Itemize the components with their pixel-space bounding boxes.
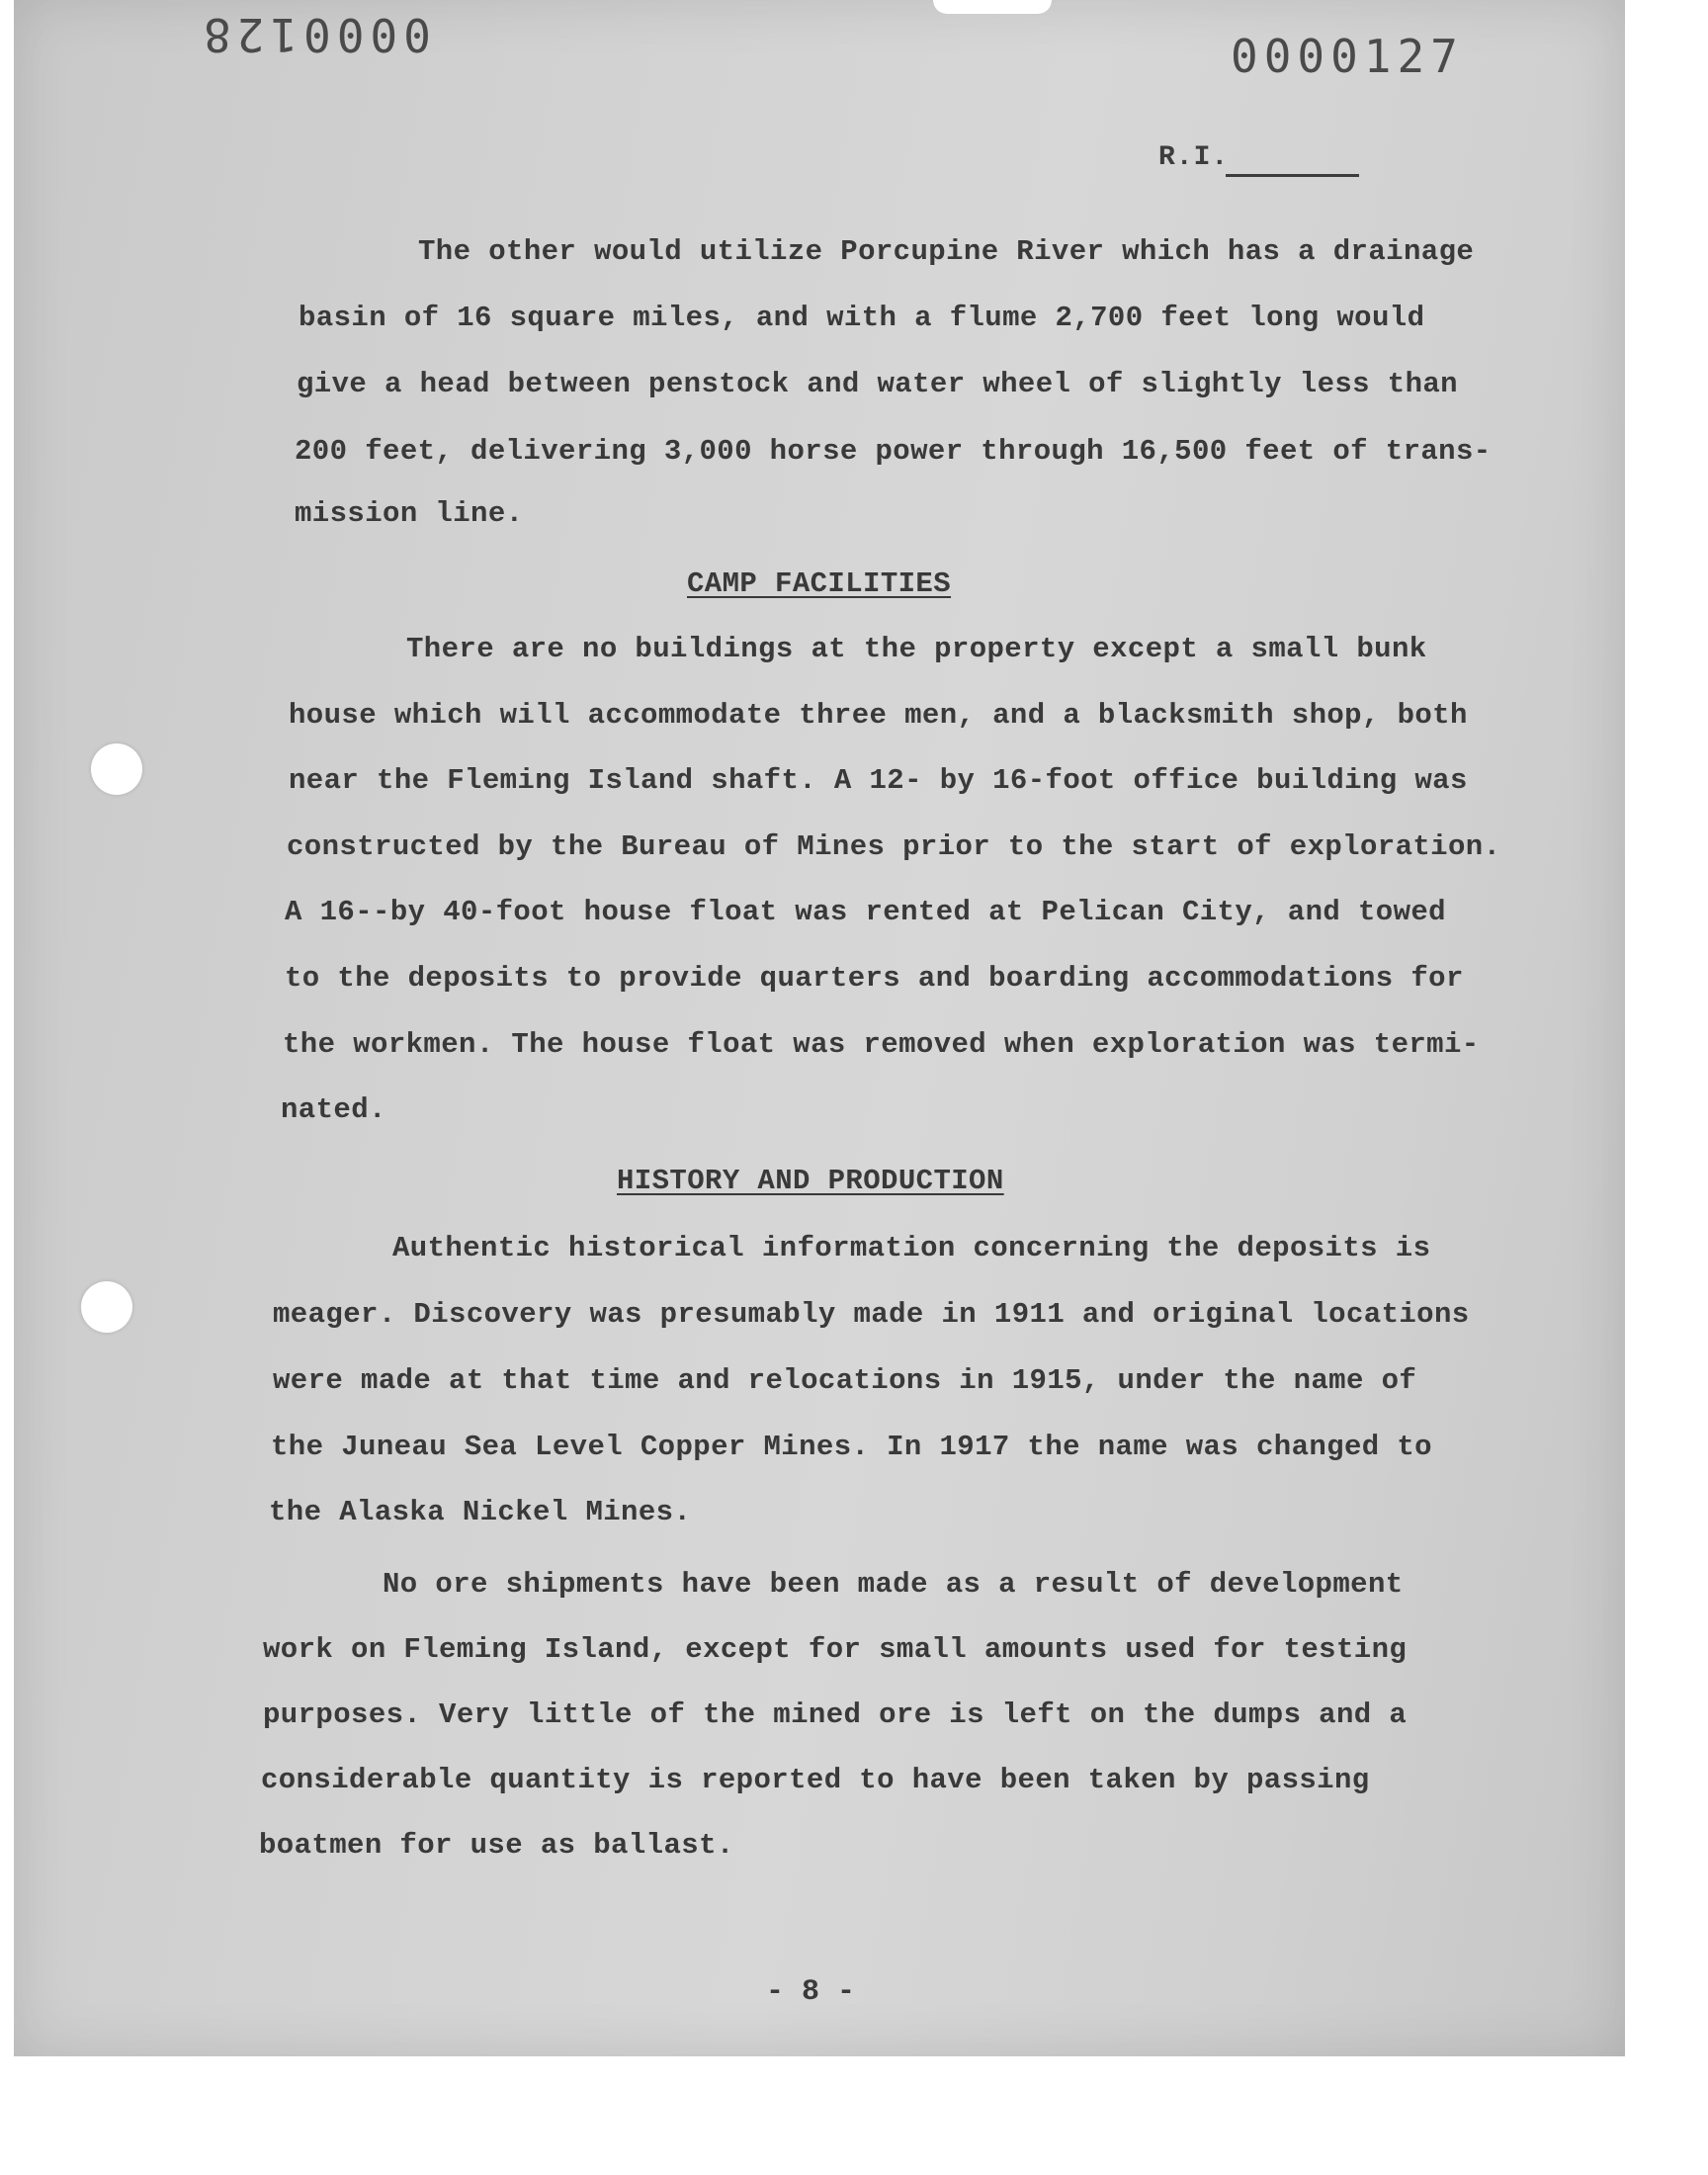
paragraph-line: mission line. [295,497,524,530]
punch-hole-upper [91,743,142,795]
report-number-blank [1226,174,1359,177]
page-stamp: 0000127 [1231,30,1464,83]
paragraph-line: No ore shipments have been made as a result of development [383,1568,1404,1601]
page-number: - 8 - [766,1975,856,2009]
paragraph-line: give a head between penstock and water wheel of slightly less than [297,368,1458,400]
paragraph-line: house which will accommodate three men, and a blacksmith shop, both [289,699,1468,732]
paragraph-line: the Juneau Sea Level Copper Mines. In 1917 the name was changed to [271,1431,1432,1463]
paragraph-line: constructed by the Bureau of Mines prior to the start of exploration. [287,830,1501,863]
report-label: R.I. [1158,142,1230,173]
paragraph-line: purposes. Very little of the mined ore is left on the dumps and a [263,1698,1408,1731]
page-stamp-inverted: 0000128 [198,8,431,61]
paragraph-line: the workmen. The house float was removed when exploration was termi- [283,1028,1480,1061]
paragraph-line: nated. [281,1093,386,1126]
paragraph-line: considerable quantity is reported to have been taken by passing [261,1764,1370,1796]
paragraph-line: work on Fleming Island, except for small amounts used for testing [263,1633,1408,1666]
paragraph-line: the Alaska Nickel Mines. [269,1496,692,1528]
section-heading-history-production: HISTORY AND PRODUCTION [617,1165,1004,1197]
paragraph-line: were made at that time and relocations in 1915, under the name of [273,1364,1417,1397]
paragraph-line: boatmen for use as ballast. [259,1829,734,1862]
punch-hole-lower [81,1281,132,1333]
section-heading-camp-facilities: CAMP FACILITIES [687,567,952,600]
paragraph-line: basin of 16 square miles, and with a flume 2,700 feet long would [299,302,1425,334]
paragraph-line: Authentic historical information concerning the deposits is [392,1232,1431,1264]
paragraph-line: 200 feet, delivering 3,000 horse power through 16,500 feet of trans- [295,435,1492,468]
paragraph-line: near the Fleming Island shaft. A 12- by 16-foot office building was [289,764,1468,797]
paragraph-line: meager. Discovery was presumably made in 1911 and original locations [273,1298,1470,1331]
paragraph-line: The other would utilize Porcupine River which has a drainage [418,235,1475,268]
paragraph-line: to the deposits to provide quarters and boarding accommodations for [285,962,1464,995]
paper-edge-notch [933,0,1052,14]
paragraph-line: There are no buildings at the property except a small bunk [406,633,1427,665]
paragraph-line: A 16--by 40-foot house float was rented at Pelican City, and towed [285,896,1446,928]
